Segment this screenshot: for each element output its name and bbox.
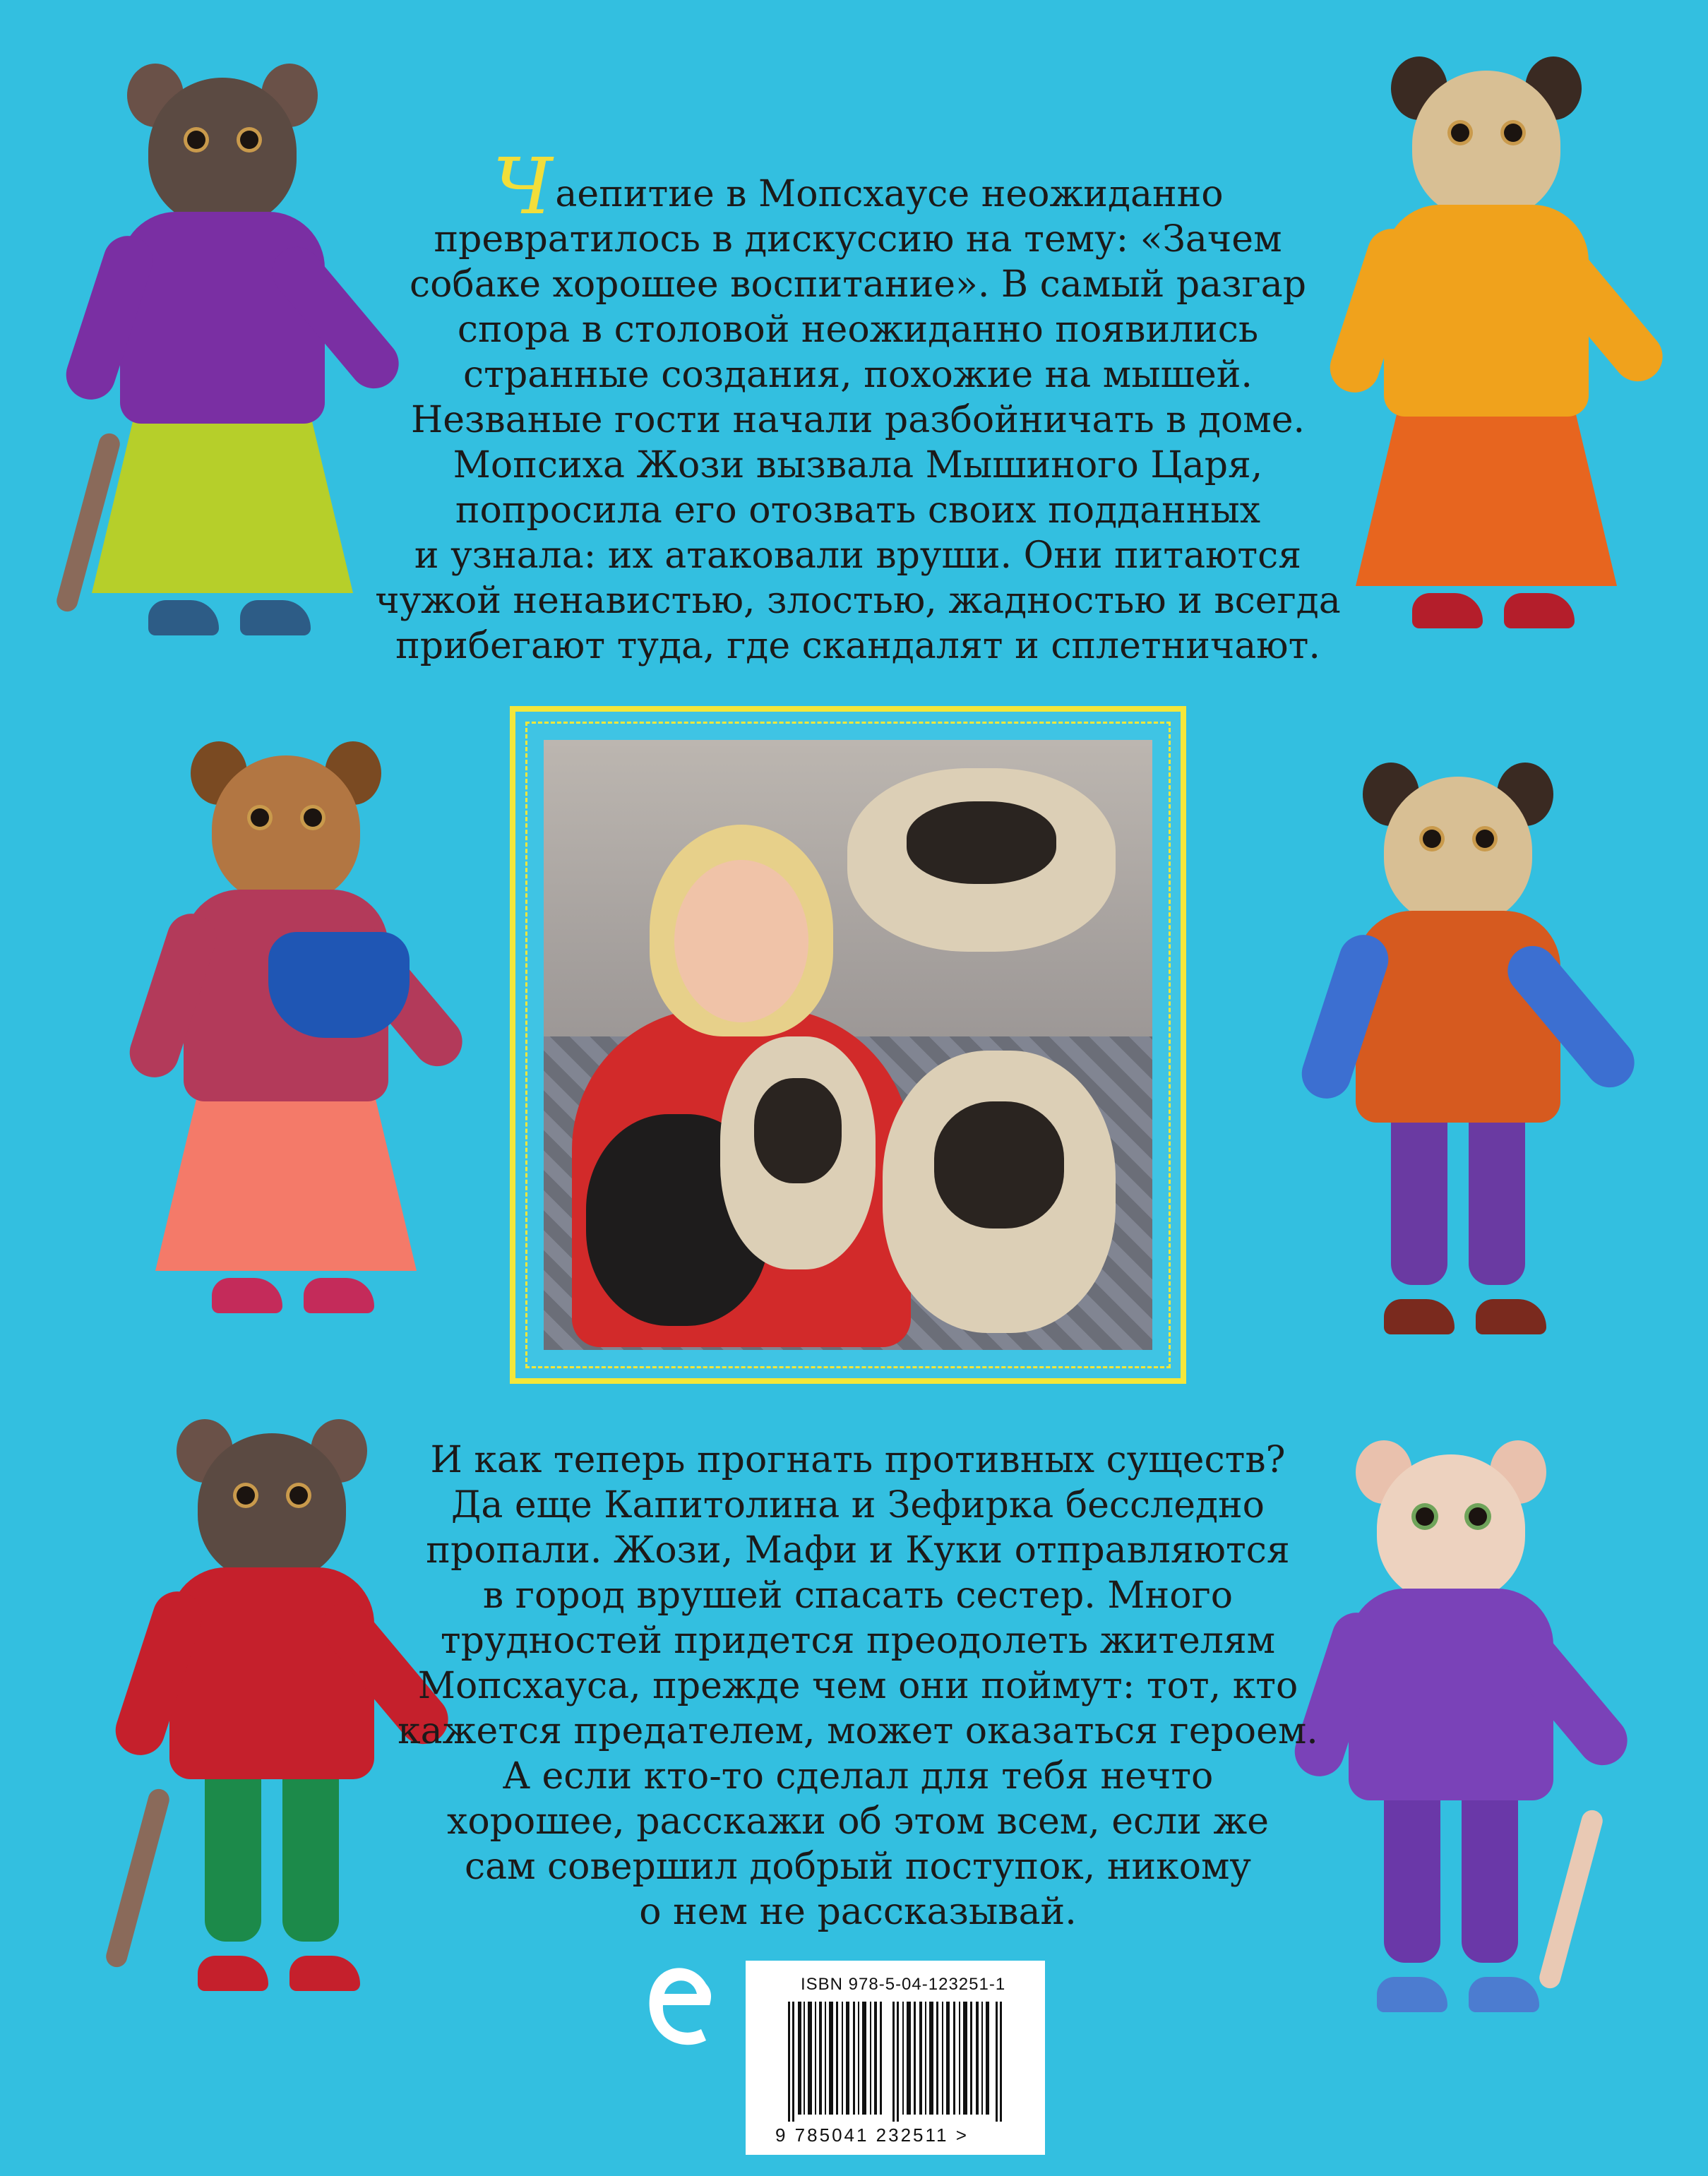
barcode-icon xyxy=(788,2002,1007,2122)
fawn-pug-middle xyxy=(720,1036,876,1269)
paragraph-2-line: в город врушей спасать сестер. Много xyxy=(482,1574,1234,1617)
paragraph-1-line: Мопсиха Жози вызвала Мышиного Царя, xyxy=(453,444,1263,486)
paragraph-2-line: сам совершил добрый поступок, никому xyxy=(464,1846,1252,1888)
pug-on-sofa-back xyxy=(847,768,1116,952)
paragraph-2-line: трудностей придется преодолеть жителям xyxy=(440,1620,1276,1662)
barcode-digits: 9 785041 232511 > xyxy=(775,2124,969,2146)
paragraph-1-line: прибегают туда, где скандалят и сплетничают. xyxy=(395,625,1320,667)
pug-in-orange-dress-illustration xyxy=(1327,56,1638,635)
paragraph-2-line: А если кто-то сделал для тебя нечто xyxy=(502,1755,1214,1798)
isbn-label: ISBN 978-5-04-123251-1 xyxy=(801,1975,1006,1994)
paragraph-1-line: попросила его отозвать своих подданных xyxy=(455,489,1261,532)
paragraph-1-line: и узнала: их атаковали вруши. Они питаются xyxy=(414,534,1302,577)
paragraph-1-line: превратилось в дискуссию на тему: «Зачем xyxy=(434,218,1282,261)
paragraph-1-line-1: Чаепитие в Мопсхаусе неожиданно xyxy=(492,141,1224,232)
author-with-pugs-photo xyxy=(544,740,1152,1350)
paragraph-1-line: спора в столовой неожиданно появились xyxy=(457,309,1259,351)
paragraph-1-line: Незваные гости начали разбойничать в доме. xyxy=(410,399,1306,441)
annotation-paragraph-2 xyxy=(374,1437,1342,1935)
paragraph-2-line: И как теперь прогнать противных существ? xyxy=(430,1439,1286,1481)
paragraph-1-line: чужой ненавистью, злостью, жадностью и всегда xyxy=(375,580,1341,622)
paragraph-2-line: Да еще Капитолина и Зефирка бесследно xyxy=(451,1484,1265,1526)
publisher-logo-icon xyxy=(639,1956,724,2062)
paragraph-2-line: о нем не рассказывай. xyxy=(639,1891,1077,1933)
pug-in-vest-illustration xyxy=(1299,763,1610,1341)
annotation-paragraph-1 xyxy=(374,141,1342,669)
paragraph-1-line: собаке хорошее воспитание». В самый разгар xyxy=(409,263,1306,306)
blue-handbag xyxy=(268,932,410,1038)
woman-face xyxy=(674,860,808,1022)
fawn-pug-right xyxy=(883,1051,1116,1333)
rat-character-illustration xyxy=(64,64,374,642)
paragraph-2-line: Мопсхауса, прежде чем они поймут: тот, кто xyxy=(417,1665,1298,1707)
author-photo-frame xyxy=(510,706,1186,1384)
dog-in-pink-dress-illustration xyxy=(127,741,438,1320)
paragraph-1-line: странные создания, похожие на мышей. xyxy=(463,354,1253,396)
isbn-barcode-box xyxy=(746,1961,1045,2155)
paragraph-2-line: хорошее, расскажи об этом всем, если же xyxy=(447,1800,1269,1843)
dropcap-letter: Ч xyxy=(492,141,553,232)
paragraph-2-line: кажется предателем, может оказаться героем. xyxy=(398,1710,1318,1752)
paragraph-2-line: пропали. Жози, Мафи и Куки отправляются xyxy=(426,1529,1290,1572)
